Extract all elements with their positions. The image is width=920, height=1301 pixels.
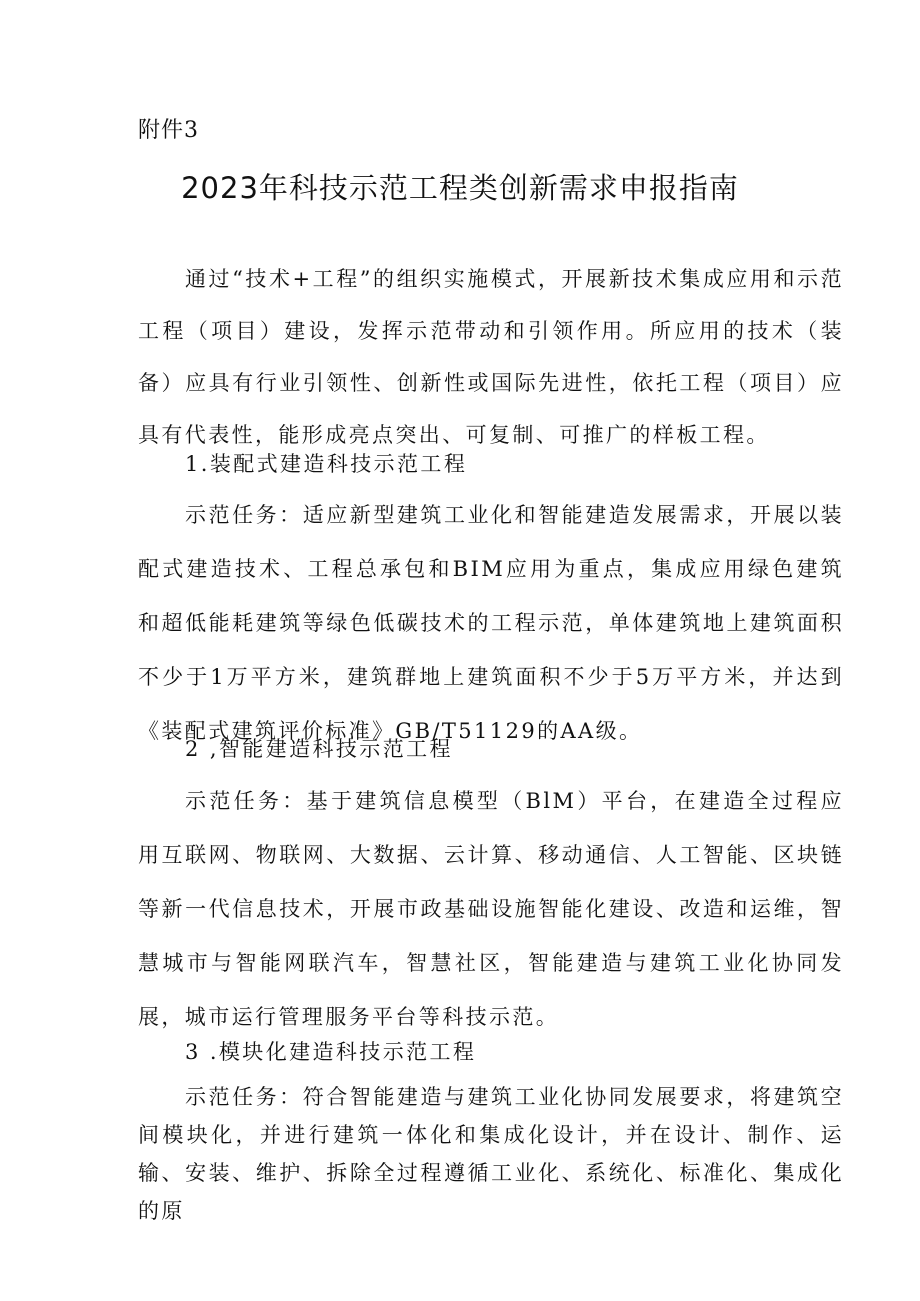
- section-body-2: 示范任务：基于建筑信息模型（BlM）平台，在建造全过程应用互联网、物联网、大数据、云计算、移动通信、人工智能、区块链等新一代信息技术，开展市政基础设施智能化建设、改造和运维，智慧城市与智能网联汽车，智慧社区，智能建造与建筑工业化协同发展，城市运行管理服务平台等科技示范。: [138, 789, 844, 1029]
- section-heading-1: 1.装配式建造科技示范工程: [185, 452, 468, 476]
- document-title: 2023年科技示范工程类创新需求申报指南: [181, 171, 739, 205]
- section-heading-2: 2 ,智能建造科技示范工程: [185, 737, 453, 761]
- attachment-label: 附件3: [138, 118, 199, 143]
- section-body-1: 示范任务：适应新型建筑工业化和智能建造发展需求，开展以装配式建造技术、工程总承包和BIM应用为重点，集成应用绿色建筑和超低能耗建筑等绿色低碳技术的工程示范，单体建筑地上建筑面积不少于1万平方米，建筑群地上建筑面积不少于5万平方米，并达到《装配式建筑评价标准》GB/T51129的AA级。: [138, 503, 844, 743]
- section-body-3: 示范任务：符合智能建造与建筑工业化协同发展要求，将建筑空间模块化，并进行建筑一体化和集成化设计，并在设计、制作、运输、安装、维护、拆除全过程遵循工业化、系统化、标准化、集成化的原: [138, 1085, 844, 1223]
- section-heading-3: 3 .模块化建造科技示范工程: [185, 1040, 477, 1064]
- intro-paragraph: 通过“技术+工程”的组织实施模式，开展新技术集成应用和示范工程（项目）建设，发挥示范带动和引领作用。所应用的技术（装备）应具有行业引领性、创新性或国际先进性，依托工程（项目）应具有代表性，能形成亮点突出、可复制、可推广的样板工程。: [138, 267, 844, 447]
